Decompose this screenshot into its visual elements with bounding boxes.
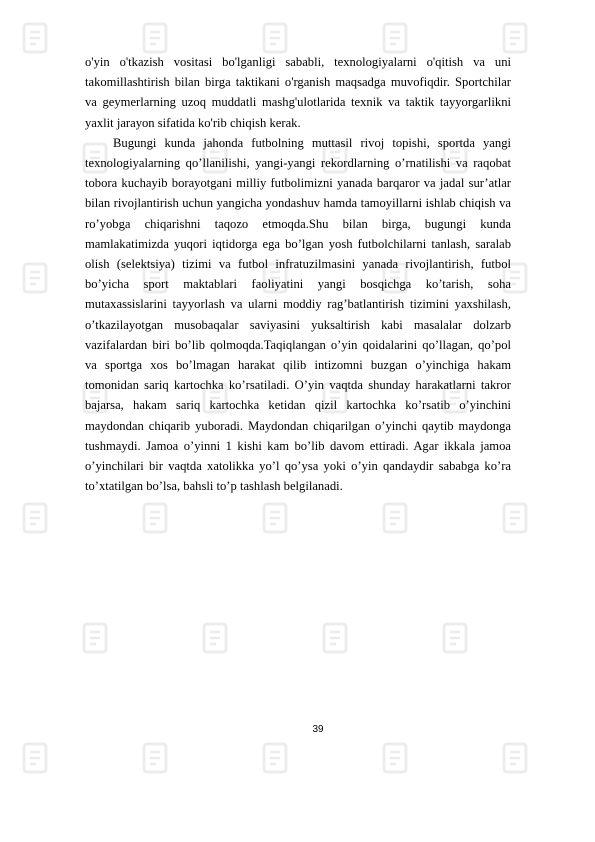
page-number: 39	[312, 724, 324, 735]
paragraph-1: o'yin o'tkazish vositasi bo'lganligi sababli, texnologiyalarni o'qitish va uni takomillashtirish bilan birga taktikani o'rganish maqsadga muvofiqdir. Sportchilar va geymerlarning uzoq muddatli mashg'ulotlarida texnik va taktik tayyorgarlikni yaxlit jarayon sifatida ko'rib chiqish kerak.	[85, 55, 511, 130]
body-text	[85, 52, 511, 496]
paragraph-2: Bugungi kunda jahonda futbolning muttasil rivoj topishi, sportda yangi texnologiyalarning qo’llanilishi, yangi-yangi rekordlarning o’rnatilishi va raqobat tobora kuchayib borayotgani milliy futbolimizni yanada barqaror va jadal sur’atlar bilan rivojlantirish uchun yangicha yondashuv hamda tamoyillarni ishlab chiqish va ro’yobga chiqarishni taqozo etmoqda.Shu bilan birga, bugungi kunda mamlakatimizda yuqori iqtidorga ega bo’lgan yosh futbolchilarni tanlash, saralab olish (selektsiya) tizimi va futbol infratuzilmasini yanada rivojlantirish, futbol bo’yicha sport maktablari faoliyatini yangi bosqichga ko’tarish, soha mutaxassislarini tayyorlash va ularni moddiy rag’batlantirish tizimini yaxshilash, o’tkazilayotgan musobaqalar saviyasini yuksaltirish kabi masalalar dolzarb vazifalardan biri bo’lib qolmoqda.Taqiqlangan o’yin qoidalarini qo’llagan, qo’pol va sportga xos bo’lmagan harakat qilib intizomni buzgan o’yinchiga hakam tomonidan sariq kartochka ko’rsatiladi. O’yin vaqtda shunday harakatlarni takror bajarsa, hakam sariq kartochka ketidan qizil kartochka ko’rsatib o’yinchini maydondan chiqarib yuboradi. Maydondan chiqarilgan o’yinchi qaytib maydonga tushmaydi. Jamoa o’yinni 1 kishi kam bo’lib davom ettiradi. Agar ikkala jamoa o’yinchilari bir vaqtda xatolikka yo’l qo’ysa yoki o’yin qandaydir sababga ko’ra to’xtatilgan bo’lsa, bahsli to’p tashlash belgilanadi.	[85, 135, 511, 494]
